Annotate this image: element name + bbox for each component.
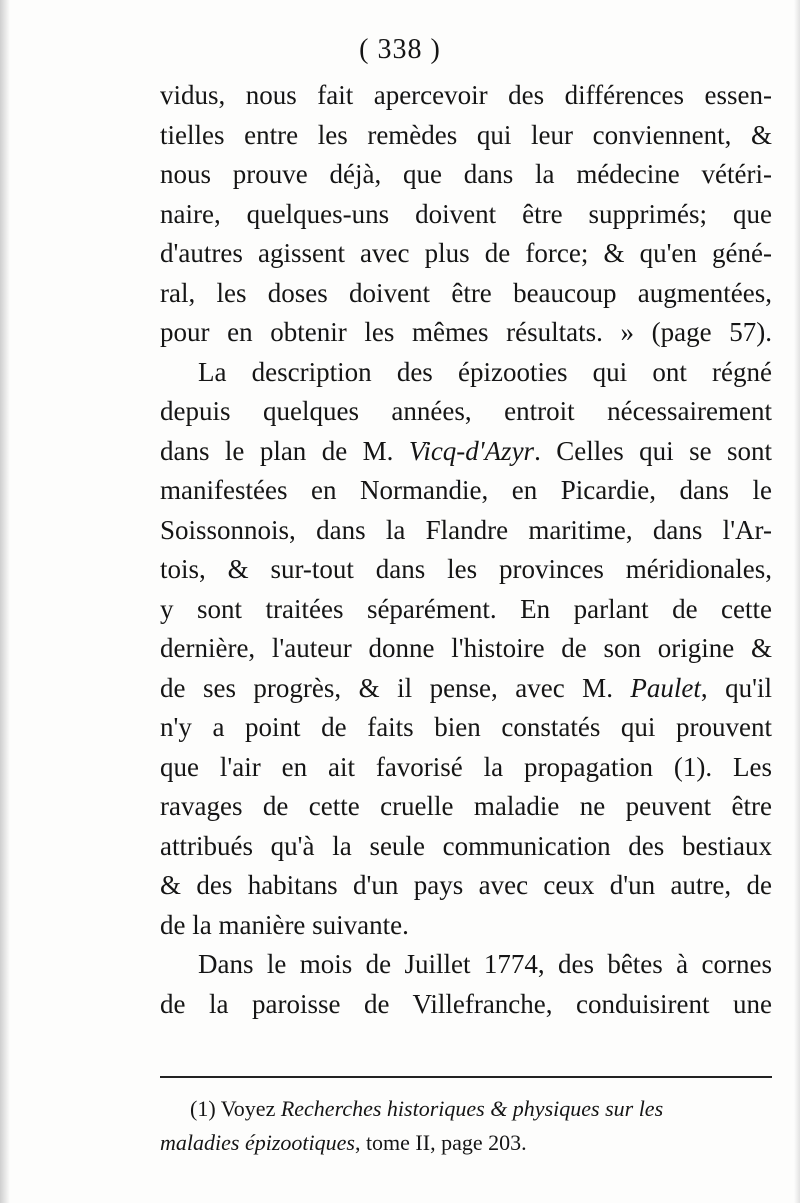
text-line: ravages de cette cruelle maladie ne peuvent être	[160, 791, 772, 821]
footnote-line	[160, 1092, 772, 1126]
page-edge	[794, 0, 800, 1203]
author-name-italic: Vicq-d'Azyr	[408, 435, 535, 466]
text-fragment: dans le plan de M.	[160, 435, 409, 466]
text-fragment: . Celles qui se sont	[534, 435, 772, 466]
text-line: depuis quelques années, entroit nécessairement	[160, 396, 772, 426]
text-line	[160, 669, 772, 709]
body-text	[160, 76, 772, 1024]
text-line: vidus, nous fait apercevoir des différences essen-	[160, 80, 772, 110]
text-line: dernière, l'auteur donne l'histoire de son origine &	[160, 633, 772, 663]
author-name-italic: Paulet	[630, 672, 701, 703]
text-line: manifestées en Normandie, en Picardie, dans le	[160, 475, 772, 505]
text-line: tois, & sur-tout dans les provinces méridionales,	[160, 554, 772, 584]
text-line: pour en obtenir les mêmes résultats. » (page 57).	[160, 317, 772, 347]
text-line: d'autres agissent avec plus de force; & qu'en géné-	[160, 238, 772, 268]
text-line: nous prouve déjà, que dans la médecine vétéri-	[160, 159, 772, 189]
footnote-title: Recherches historiques & physiques sur les	[280, 1096, 664, 1121]
text-line: ral, les doses doivent être beaucoup augmentées,	[160, 277, 772, 308]
footnote-rule	[160, 1076, 772, 1078]
text-line: tielles entre les remèdes qui leur conviennent, &	[160, 119, 772, 150]
text-line: de la paroisse de Villefranche, conduisirent une	[160, 988, 772, 1019]
text-line: La description des épizooties qui ont régné	[198, 356, 772, 387]
footnote-line	[160, 1126, 772, 1160]
page-gutter-shadow	[0, 0, 10, 1203]
text-line: naire, quelques-uns doivent être supprimés; que	[160, 198, 772, 229]
footnote-title: maladies épizootiques	[160, 1130, 355, 1155]
text-line: y sont traitées séparément. En parlant de cette	[160, 593, 772, 624]
text-fragment: , qu'il	[700, 672, 772, 703]
text-line: Dans le mois de Juillet 1774, des bêtes à cornes	[198, 949, 772, 979]
text-line	[160, 432, 772, 472]
footnote-reference: , tome II, page 203.	[354, 1130, 527, 1155]
text-line: que l'air en ait favorisé la propagation (1). Les	[160, 751, 772, 782]
text-line: attribués qu'à la seule communication des bestiaux	[160, 830, 772, 861]
footnote	[160, 1092, 772, 1160]
page-number: ( 338 )	[359, 34, 441, 65]
footnote-marker: (1) Voyez	[190, 1096, 281, 1121]
text-line: & des habitans d'un pays avec ceux d'un autre, de	[160, 870, 772, 900]
text-line: de la manière suivante.	[160, 909, 409, 940]
text-line: Soissonnois, dans la Flandre maritime, dans l'Ar-	[160, 514, 772, 545]
text-fragment: de ses progrès, & il pense, avec M.	[160, 672, 631, 703]
text-line: n'y a point de faits bien constatés qui prouvent	[160, 712, 772, 742]
